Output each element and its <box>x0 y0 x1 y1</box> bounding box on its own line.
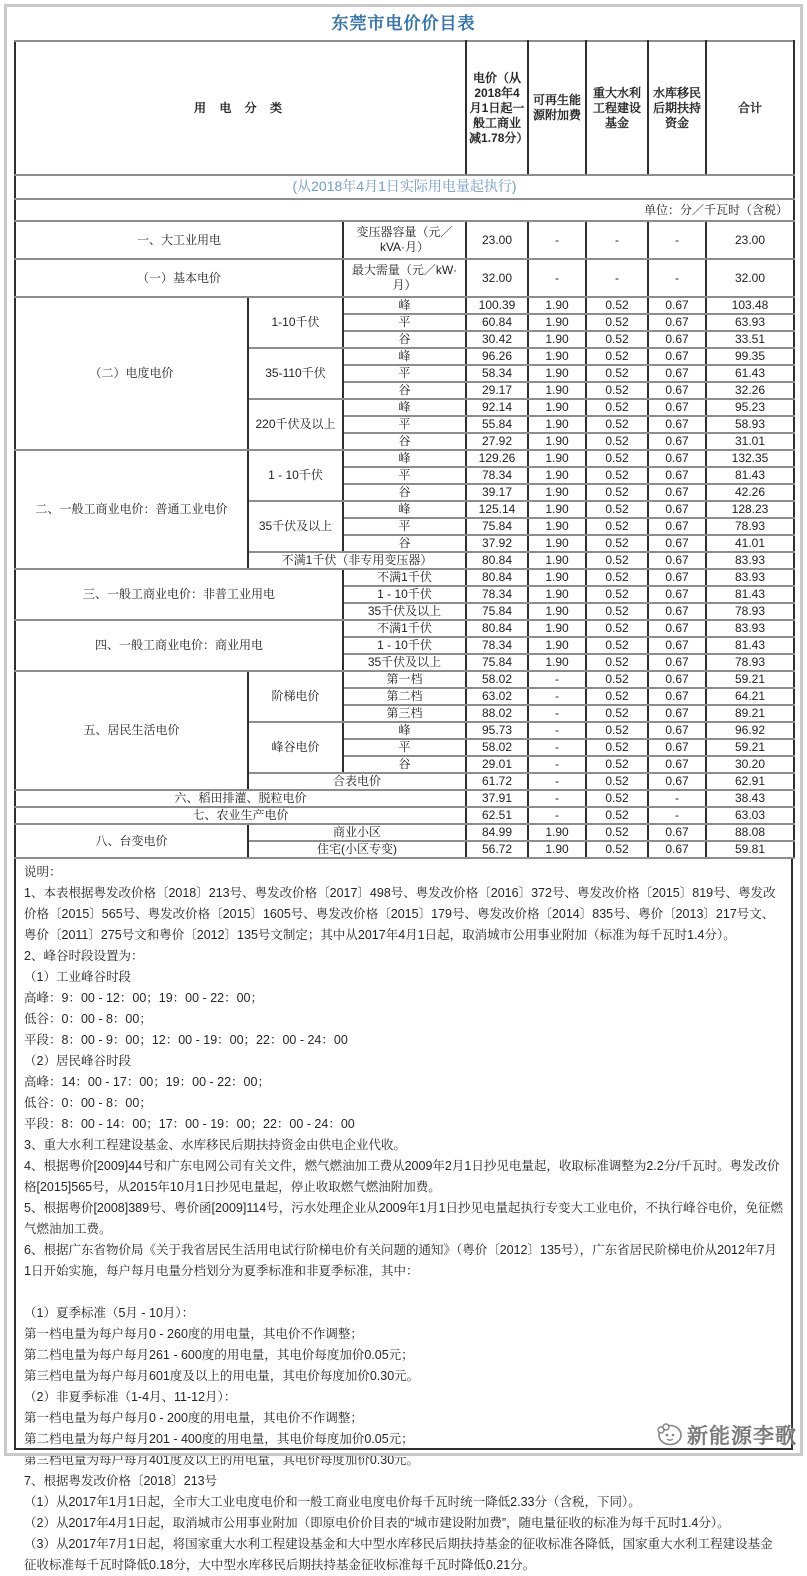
value-cell: 63.93 <box>706 314 794 331</box>
value-cell: 平 <box>343 416 466 433</box>
voltage-label: 1 - 10千伏 <box>248 450 343 501</box>
value-cell: 0.67 <box>648 773 706 790</box>
value-cell: 0.67 <box>648 620 706 637</box>
value-cell: 0.52 <box>586 756 648 773</box>
category-label: 三、一般工商业电价：非普工业用电 <box>15 569 343 620</box>
value-cell: 1.90 <box>528 365 586 382</box>
value-cell: 78.93 <box>706 654 794 671</box>
value-cell: 129.26 <box>466 450 528 467</box>
value-cell: 0.67 <box>648 484 706 501</box>
note-line: （3）从2017年7月1日起，将国家重大水利工程建设基金和大中型水库移民后期扶持基金的征收标准各降低，国家重大水利工程建设基金征收标准每千瓦时降低0.18分，大中型水库移民后期扶持基金征收标准每千瓦时降低0.21分。 <box>24 1537 773 1572</box>
value-cell: 谷 <box>343 331 466 348</box>
sheep-face-icon <box>656 1423 684 1447</box>
value-cell: 61.72 <box>466 773 528 790</box>
value-cell: 0.67 <box>648 569 706 586</box>
value-cell: 89.21 <box>706 705 794 722</box>
value-cell: 峰 <box>343 450 466 467</box>
value-cell: 0.52 <box>586 603 648 620</box>
voltage-label: 35千伏及以上 <box>248 501 343 552</box>
value-cell: 0.67 <box>648 467 706 484</box>
note-line: 4、根据粤价[2009]44号和广东电网公司有关文件，燃气燃油加工费从2009年2月1日抄见电量起，收取标准调整为2.2分/千瓦时。粤发改价格[2015]565号，从2015年10月1日抄见电量起，停止收取燃气燃油附加费。 <box>24 1159 780 1194</box>
value-cell: 0.52 <box>586 739 648 756</box>
table-row <box>15 824 794 841</box>
value-cell: 0.67 <box>648 501 706 518</box>
value-cell: 0.52 <box>586 790 648 807</box>
value-cell: 78.93 <box>706 603 794 620</box>
value-cell: 1.90 <box>528 399 586 416</box>
value-cell: 1.90 <box>528 637 586 654</box>
value-cell: 59.81 <box>706 841 794 858</box>
value-cell: 0.52 <box>586 620 648 637</box>
value-cell: 0.52 <box>586 722 648 739</box>
voltage-label: 1 - 10千伏 <box>343 637 466 654</box>
value-cell: 0.67 <box>648 399 706 416</box>
category-label: 六、稻田排灌、脱粒电价 <box>15 790 466 807</box>
value-cell: - <box>528 688 586 705</box>
value-cell: 103.48 <box>706 297 794 314</box>
note-line: （2）从2017年4月1日起，取消城市公用事业附加（即原电价价目表的“城市建设附加费”，随电量征收的标准为每千瓦时1.4分）。 <box>24 1516 730 1530</box>
value-cell: 84.99 <box>466 824 528 841</box>
value-cell: 0.67 <box>648 314 706 331</box>
category-label: 四、一般工商业电价：商业用电 <box>15 620 343 671</box>
note-line: （1）工业峰谷时段 <box>24 970 131 984</box>
value-cell: 83.93 <box>706 620 794 637</box>
value-cell: 0.67 <box>648 365 706 382</box>
item-label: 商业小区 <box>248 824 466 841</box>
voltage-label: 220千伏及以上 <box>248 399 343 450</box>
value-cell: 1.90 <box>528 552 586 569</box>
table-row <box>15 450 794 467</box>
value-cell: 0.52 <box>586 841 648 858</box>
value-cell: 谷 <box>343 433 466 450</box>
note-line: 平段：8：00 - 14：00；17：00 - 19：00；22：00 - 24：00 <box>24 1117 355 1131</box>
category-label: （一）基本电价 <box>15 259 343 297</box>
value-cell: - <box>648 790 706 807</box>
table-row <box>15 807 794 824</box>
value-cell: 0.67 <box>648 688 706 705</box>
value-cell: 78.34 <box>466 467 528 484</box>
value-cell: 37.91 <box>466 790 528 807</box>
note-line: 第二档电量为每户每月261 - 600度的用电量，其电价每度加价0.05元； <box>24 1348 414 1362</box>
value-cell: 59.21 <box>706 739 794 756</box>
value-cell: - <box>528 773 586 790</box>
voltage-label: 不满1千伏 <box>343 620 466 637</box>
watermark <box>656 1420 797 1450</box>
value-cell: 平 <box>343 365 466 382</box>
value-cell: 0.67 <box>648 331 706 348</box>
voltage-label: 不满1千伏 <box>343 569 466 586</box>
value-cell: 81.43 <box>706 467 794 484</box>
value-cell: 谷 <box>343 382 466 399</box>
value-cell: 0.52 <box>586 467 648 484</box>
value-cell: 62.91 <box>706 773 794 790</box>
subcategory-label: 阶梯电价 <box>248 671 343 722</box>
category-label: 二、一般工商业电价：普通工业电价 <box>15 450 248 569</box>
value-cell: 23.00 <box>706 221 794 259</box>
value-cell: 0.67 <box>648 535 706 552</box>
value-cell: 83.93 <box>706 569 794 586</box>
note-line: 2、峰谷时段设置为： <box>24 949 144 963</box>
value-cell: 95.23 <box>706 399 794 416</box>
value-cell: 58.02 <box>466 739 528 756</box>
value-cell: 58.34 <box>466 365 528 382</box>
electricity-price-table <box>14 40 795 859</box>
value-cell: 0.67 <box>648 552 706 569</box>
value-cell: - <box>648 259 706 297</box>
value-cell: 42.26 <box>706 484 794 501</box>
value-cell: 80.84 <box>466 620 528 637</box>
header-renewable-surcharge: 可再生能源附加费 <box>528 41 586 175</box>
value-cell: 0.52 <box>586 637 648 654</box>
value-cell: 0.52 <box>586 586 648 603</box>
page-subtitle: (从2018年4月1日实际用电量起执行) <box>15 175 794 199</box>
value-cell: 88.02 <box>466 705 528 722</box>
value-cell: 64.21 <box>706 688 794 705</box>
note-line: 7、根据粤发改价格〔2018〕213号 <box>24 1474 218 1488</box>
value-cell: 1.90 <box>528 450 586 467</box>
table-row <box>15 620 794 637</box>
value-cell: 0.67 <box>648 722 706 739</box>
value-cell: 0.52 <box>586 348 648 365</box>
value-cell: 1.90 <box>528 586 586 603</box>
watermark-text: 新能源李歌 <box>687 1425 797 1448</box>
value-cell: 32.00 <box>466 259 528 297</box>
note-line: （1）从2017年1月1日起，全市大工业电度电价和一般工商业电度电价每千瓦时统一降低2.33分（含税，下同）。 <box>24 1495 641 1509</box>
value-cell: 0.67 <box>648 637 706 654</box>
value-cell: 峰 <box>343 399 466 416</box>
value-cell: 0.52 <box>586 535 648 552</box>
value-cell: 平 <box>343 739 466 756</box>
voltage-label: 35-110千伏 <box>248 348 343 399</box>
value-cell: 55.84 <box>466 416 528 433</box>
voltage-label: 35千伏及以上 <box>343 603 466 620</box>
voltage-label: 1-10千伏 <box>248 297 343 348</box>
value-cell: 0.52 <box>586 314 648 331</box>
value-cell: 95.73 <box>466 722 528 739</box>
value-cell: 峰 <box>343 348 466 365</box>
value-cell: 1.90 <box>528 382 586 399</box>
value-cell: 谷 <box>343 535 466 552</box>
table-row <box>15 221 794 259</box>
value-cell: 0.52 <box>586 688 648 705</box>
value-cell: 58.93 <box>706 416 794 433</box>
value-cell: 0.52 <box>586 773 648 790</box>
note-line: 1、本表根据粤发改价格〔2018〕213号、粤发改价格〔2017〕498号、粤发改价格〔2016〕372号、粤发改价格〔2015〕819号、粤发改价格〔2015〕565号、粤发改价格〔2015〕1605号、粤发改价格〔2015〕179号、粤发改价格〔2014〕835号、粤价〔2013〕217号文、粤价〔2011〕275号文和粤价〔2012〕135号文制定；其中从2017年4月1日起，取消城市公用事业附加（标准为每千瓦时1.4分）。 <box>24 886 776 942</box>
page-title: 东莞市电价价目表 <box>331 14 476 33</box>
value-cell: 1.90 <box>528 620 586 637</box>
value-cell: 峰 <box>343 722 466 739</box>
value-cell: 1.90 <box>528 467 586 484</box>
value-cell: 0.67 <box>648 603 706 620</box>
document-content <box>14 6 793 1572</box>
header-category: 用 电 分 类 <box>15 41 466 175</box>
value-cell: 1.90 <box>528 603 586 620</box>
value-cell: 128.23 <box>706 501 794 518</box>
subcategory-label: 合表电价 <box>248 773 466 790</box>
value-cell: 0.67 <box>648 433 706 450</box>
item-label: 变压器容量（元／kVA·月） <box>343 221 466 259</box>
value-cell: 0.67 <box>648 705 706 722</box>
table-row <box>15 569 794 586</box>
header-reservoir-fund: 水库移民后期扶持资金 <box>648 41 706 175</box>
header-total: 合计 <box>706 41 794 175</box>
value-cell: 0.52 <box>586 399 648 416</box>
value-cell: - <box>528 807 586 824</box>
value-cell: - <box>528 221 586 259</box>
value-cell: 1.90 <box>528 416 586 433</box>
note-line: 低谷：0：00 - 8：00； <box>24 1096 152 1110</box>
table-header-row <box>15 41 794 175</box>
value-cell: 平 <box>343 467 466 484</box>
value-cell: 0.52 <box>586 518 648 535</box>
category-label: 一、大工业用电 <box>15 221 343 259</box>
value-cell: 第三档 <box>343 705 466 722</box>
voltage-label: 35千伏及以上 <box>343 654 466 671</box>
value-cell: - <box>586 259 648 297</box>
value-cell: 第一档 <box>343 671 466 688</box>
value-cell: 0.52 <box>586 382 648 399</box>
value-cell: 75.84 <box>466 654 528 671</box>
value-cell: 88.08 <box>706 824 794 841</box>
value-cell: 0.67 <box>648 739 706 756</box>
value-cell: 100.39 <box>466 297 528 314</box>
value-cell: 81.43 <box>706 586 794 603</box>
voltage-label: 不满1千伏（非专用变压器） <box>248 552 466 569</box>
subtitle-row <box>15 175 794 199</box>
value-cell: 96.26 <box>466 348 528 365</box>
note-line: 6、根据广东省物价局《关于我省居民生活用电试行阶梯电价有关问题的通知》（粤价〔2012〕135号），广东省居民阶梯电价从2012年7月1日开始实施，每户每月电量分档划分为夏季标准和非夏季标准，其中： <box>24 1243 777 1278</box>
value-cell: 平 <box>343 518 466 535</box>
value-cell: - <box>528 705 586 722</box>
value-cell: 0.52 <box>586 569 648 586</box>
value-cell: 0.52 <box>586 552 648 569</box>
value-cell: - <box>648 807 706 824</box>
voltage-label: 1 - 10千伏 <box>343 586 466 603</box>
header-price: 电价（从2018年4月1日起一般工商业减1.78分） <box>466 41 528 175</box>
value-cell: 23.00 <box>466 221 528 259</box>
value-cell: 0.52 <box>586 365 648 382</box>
value-cell: 0.67 <box>648 348 706 365</box>
value-cell: - <box>528 756 586 773</box>
value-cell: 谷 <box>343 484 466 501</box>
value-cell: 第二档 <box>343 688 466 705</box>
table-row <box>15 297 794 314</box>
value-cell: 0.52 <box>586 807 648 824</box>
value-cell: - <box>528 722 586 739</box>
value-cell: 33.51 <box>706 331 794 348</box>
value-cell: 56.72 <box>466 841 528 858</box>
value-cell: 41.01 <box>706 535 794 552</box>
value-cell: 0.67 <box>648 450 706 467</box>
header-water-project-fund: 重大水利工程建设基金 <box>586 41 648 175</box>
value-cell: 平 <box>343 314 466 331</box>
value-cell: 59.21 <box>706 671 794 688</box>
value-cell: 1.90 <box>528 433 586 450</box>
notes-section <box>14 859 793 1572</box>
value-cell: 0.67 <box>648 824 706 841</box>
value-cell: 0.67 <box>648 756 706 773</box>
value-cell: 0.52 <box>586 671 648 688</box>
value-cell: - <box>528 671 586 688</box>
notes-title: 说明： <box>24 865 62 879</box>
note-line: 高峰：9：00 - 12：00；19：00 - 22：00； <box>24 991 263 1005</box>
table-row <box>15 790 794 807</box>
subcategory-label: 峰谷电价 <box>248 722 343 773</box>
value-cell: 61.43 <box>706 365 794 382</box>
value-cell: 1.90 <box>528 654 586 671</box>
value-cell: 0.67 <box>648 382 706 399</box>
value-cell: 0.52 <box>586 433 648 450</box>
value-cell: 96.92 <box>706 722 794 739</box>
value-cell: 1.90 <box>528 535 586 552</box>
note-line: 第三档电量为每户每月601度及以上的用电量，其电价每度加价0.30元。 <box>24 1369 420 1383</box>
value-cell: 125.14 <box>466 501 528 518</box>
value-cell: 峰 <box>343 501 466 518</box>
value-cell: 78.34 <box>466 637 528 654</box>
value-cell: - <box>528 739 586 756</box>
value-cell: 99.35 <box>706 348 794 365</box>
value-cell: 峰 <box>343 297 466 314</box>
category-label: 八、台变电价 <box>15 824 248 858</box>
table-row <box>15 671 794 688</box>
value-cell: 0.67 <box>648 586 706 603</box>
item-label: 住宅(小区专变) <box>248 841 466 858</box>
table-row <box>15 259 794 297</box>
value-cell: 83.93 <box>706 552 794 569</box>
value-cell: 62.51 <box>466 807 528 824</box>
value-cell: 0.52 <box>586 297 648 314</box>
value-cell: 0.52 <box>586 484 648 501</box>
value-cell: 81.43 <box>706 637 794 654</box>
value-cell: 31.01 <box>706 433 794 450</box>
value-cell: 132.35 <box>706 450 794 467</box>
table-body <box>15 221 794 858</box>
note-line: 第二档电量为每户每月201 - 400度的用电量，其电价每度加价0.05元； <box>24 1432 414 1446</box>
note-line: 第一档电量为每户每月0 - 260度的用电量，其电价不作调整； <box>24 1327 363 1341</box>
value-cell: 60.84 <box>466 314 528 331</box>
value-cell: 0.52 <box>586 331 648 348</box>
value-cell: - <box>528 259 586 297</box>
value-cell: 1.90 <box>528 348 586 365</box>
value-cell: 80.84 <box>466 569 528 586</box>
value-cell: 63.03 <box>706 807 794 824</box>
value-cell: 29.17 <box>466 382 528 399</box>
value-cell: 1.90 <box>528 501 586 518</box>
value-cell: 32.26 <box>706 382 794 399</box>
note-line: （2）居民峰谷时段 <box>24 1054 131 1068</box>
note-line: 平段：8：00 - 9：00；12：00 - 19：00；22：00 - 24：00 <box>24 1033 348 1047</box>
value-cell: 29.01 <box>466 756 528 773</box>
category-label: （二）电度电价 <box>15 297 248 450</box>
value-cell: 0.67 <box>648 297 706 314</box>
value-cell: 37.92 <box>466 535 528 552</box>
item-label: 最大需量（元／kW·月） <box>343 259 466 297</box>
note-line: （2）非夏季标准（1-4月、11-12月）： <box>24 1390 237 1404</box>
unit-row <box>15 199 794 221</box>
value-cell: 0.67 <box>648 416 706 433</box>
value-cell: 0.52 <box>586 654 648 671</box>
value-cell: 92.14 <box>466 399 528 416</box>
category-label: 五、居民生活电价 <box>15 671 248 790</box>
value-cell: 80.84 <box>466 552 528 569</box>
note-line <box>24 1282 783 1303</box>
value-cell: 1.90 <box>528 518 586 535</box>
value-cell: - <box>648 221 706 259</box>
value-cell: 27.92 <box>466 433 528 450</box>
value-cell: 1.90 <box>528 297 586 314</box>
value-cell: 0.67 <box>648 671 706 688</box>
value-cell: 0.67 <box>648 654 706 671</box>
value-cell: 38.43 <box>706 790 794 807</box>
note-line: 第一档电量为每户每月0 - 200度的用电量，其电价不作调整； <box>24 1411 363 1425</box>
value-cell: 30.42 <box>466 331 528 348</box>
value-cell: 0.67 <box>648 518 706 535</box>
value-cell: 63.02 <box>466 688 528 705</box>
category-label: 七、农业生产电价 <box>15 807 466 824</box>
value-cell: 30.20 <box>706 756 794 773</box>
value-cell: 1.90 <box>528 314 586 331</box>
value-cell: 1.90 <box>528 484 586 501</box>
unit-note: 单位：分／千瓦时（含税） <box>15 199 794 221</box>
note-line: 5、根据粤价[2008]389号、粤价函[2009]114号，污水处理企业从2009年1月1日抄见电量起执行专变大工业电价，不执行峰谷电价，免征燃气燃油加工费。 <box>24 1201 783 1236</box>
value-cell: 0.52 <box>586 824 648 841</box>
value-cell: 0.52 <box>586 416 648 433</box>
value-cell: 谷 <box>343 756 466 773</box>
value-cell: 1.90 <box>528 331 586 348</box>
note-line: 低谷：0：00 - 8：00； <box>24 1012 152 1026</box>
note-line: （1）夏季标准（5月 - 10月）： <box>24 1306 195 1320</box>
note-line: 第三档电量为每户每月401度及以上的用电量，其电价每度加价0.30元。 <box>24 1453 420 1467</box>
value-cell: - <box>586 221 648 259</box>
value-cell: 78.93 <box>706 518 794 535</box>
value-cell: 32.00 <box>706 259 794 297</box>
value-cell: 58.02 <box>466 671 528 688</box>
value-cell: 75.84 <box>466 603 528 620</box>
value-cell: 39.17 <box>466 484 528 501</box>
value-cell: 75.84 <box>466 518 528 535</box>
value-cell: 1.90 <box>528 841 586 858</box>
note-line: 3、重大水利工程建设基金、水库移民后期扶持资金由供电企业代收。 <box>24 1138 406 1152</box>
value-cell: 0.52 <box>586 450 648 467</box>
value-cell: 78.34 <box>466 586 528 603</box>
value-cell: 1.90 <box>528 824 586 841</box>
value-cell: 1.90 <box>528 569 586 586</box>
value-cell: - <box>528 790 586 807</box>
table-header <box>15 41 794 175</box>
note-line: 高峰：14：00 - 17：00；19：00 - 22：00； <box>24 1075 270 1089</box>
value-cell: 0.52 <box>586 705 648 722</box>
value-cell: 0.67 <box>648 841 706 858</box>
value-cell: 0.52 <box>586 501 648 518</box>
